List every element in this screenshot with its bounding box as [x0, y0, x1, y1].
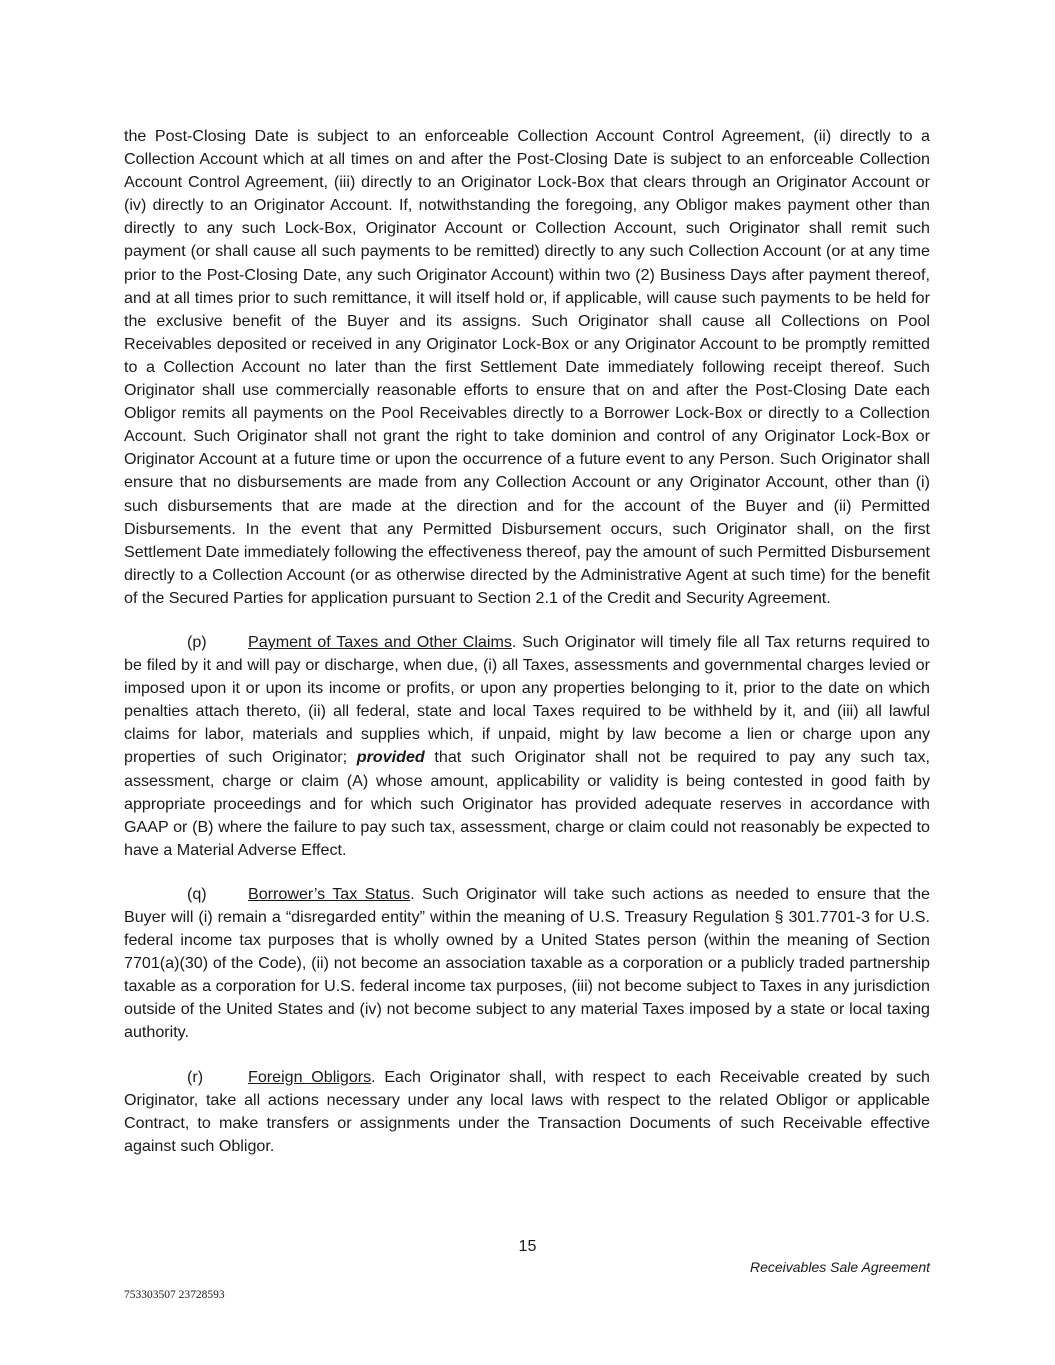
footer-agreement-title: Receivables Sale Agreement	[749, 1259, 930, 1275]
section-p-text-before: . Such Originator will timely file all Tax returns required to be filed by it and will pay or discharge, when due, (i) all Taxes, assessments and governmental charges levied or imposed upon it or upon its income or profits, or upon any properties belonging to it, prior to the date on which penalties attach thereto, (ii) all federal, state and local Taxes required to be withheld by it, and (iii) all lawful claims for labor, materials and supplies which, if unpaid, might by law become a lien or charge upon any properties of such Originator;	[124, 632, 930, 767]
document-id: 753303507 23728593	[124, 1289, 225, 1301]
section-p-label: (p)	[187, 632, 207, 651]
section-r-text: . Each Originator shall, with respect to each Receivable created by such Originator, take all actions necessary under any local laws with respect to the related Obligor or applicable Contract, to make transfers or assignments under the Transaction Documents of such Receivable effective against such Obligor.	[124, 1067, 930, 1155]
section-p-heading: Payment of Taxes and Other Claims	[248, 632, 512, 651]
page-body	[124, 125, 930, 1158]
section-q-heading: Borrower’s Tax Status	[248, 884, 411, 903]
section-r-heading: Foreign Obligors	[248, 1067, 372, 1086]
page-number: 15	[518, 1237, 537, 1255]
section-r-label: (r)	[187, 1067, 204, 1086]
section-q-label: (q)	[187, 884, 207, 903]
continuation-paragraph: the Post-Closing Date is subject to an enforceable Collection Account Control Agreement, (ii) directly to a Collection Account which at all times on and after the Post-Closing Date is subject to an enforceable Collection Account Control Agreement, (iii) directly to an Originator Lock-Box that clears through an Originator Account or (iv) directly to an Originator Account. If, notwithstanding the foregoing, any Obligor makes payment other than directly to any such Lock-Box, Originator Account or Collection Account, such Originator shall remit such payment (or shall cause all such payments to be remitted) directly to any such Collection Account (or at any time prior to the Post-Closing Date, any such Originator Account) within two (2) Business Days after payment thereof, and at all times prior to such remittance, it will itself hold or, if applicable, will cause such payments to be held for the exclusive benefit of the Buyer and its assigns. Such Originator shall cause all Collections on Pool Receivables deposited or received in any Originator Lock-Box or any Originator Account to be promptly remitted to a Collection Account no later than the first Settlement Date immediately following receipt thereof. Such Originator shall use commercially reasonable efforts to ensure that on and after the Post-Closing Date each Obligor remits all payments on the Pool Receivables directly to a Borrower Lock-Box or directly to a Collection Account. Such Originator shall not grant the right to take dominion and control of any Originator Lock-Box or Originator Account at a future time or upon the occurrence of a future event to any Person. Such Originator shall ensure that no disbursements are made from any Collection Account or any Originator Account, other than (i) such disbursements that are made at the direction and for the account of the Buyer and (ii) Permitted Disbursements. In the event that any Permitted Disbursement occurs, such Originator shall, on the first Settlement Date immediately following the effectiveness thereof, pay the amount of such Permitted Disbursement directly to a Collection Account (or as otherwise directed by the Administrative Agent at such time) for the benefit of the Secured Parties for application pursuant to Section 2.1 of the Credit and Security Agreement.	[124, 127, 930, 607]
provided-emphasis: provided	[356, 748, 425, 767]
section-p-text-after: that such Originator shall not be required to pay any such tax, assessment, charge or claim (A) whose amount, applicability or validity is being contested in good faith by appropriate proceedings and for which such Originator has provided adequate reserves in accordance with GAAP or (B) where the failure to pay such tax, assessment, charge or claim could not reasonably be expected to have a Material Adverse Effect.	[124, 748, 930, 859]
section-p	[124, 631, 930, 862]
section-q-text: . Such Originator will take such actions as needed to ensure that the Buyer will (i) remain a “disregarded entity” within the meaning of U.S. Treasury Regulation § 301.7701-3 for U.S. federal income tax purposes that is wholly owned by a United States person (within the meaning of Section 7701(a)(30) of the Code), (ii) not become an association taxable as a corporation or a publicly traded partnership taxable as a corporation for U.S. federal income tax purposes, (iii) not become subject to Taxes in any jurisdiction outside of the United States and (iv) not become subject to any material Taxes imposed by a state or local taxing authority.	[124, 884, 930, 1042]
section-q	[124, 883, 930, 1045]
section-r	[124, 1066, 930, 1158]
